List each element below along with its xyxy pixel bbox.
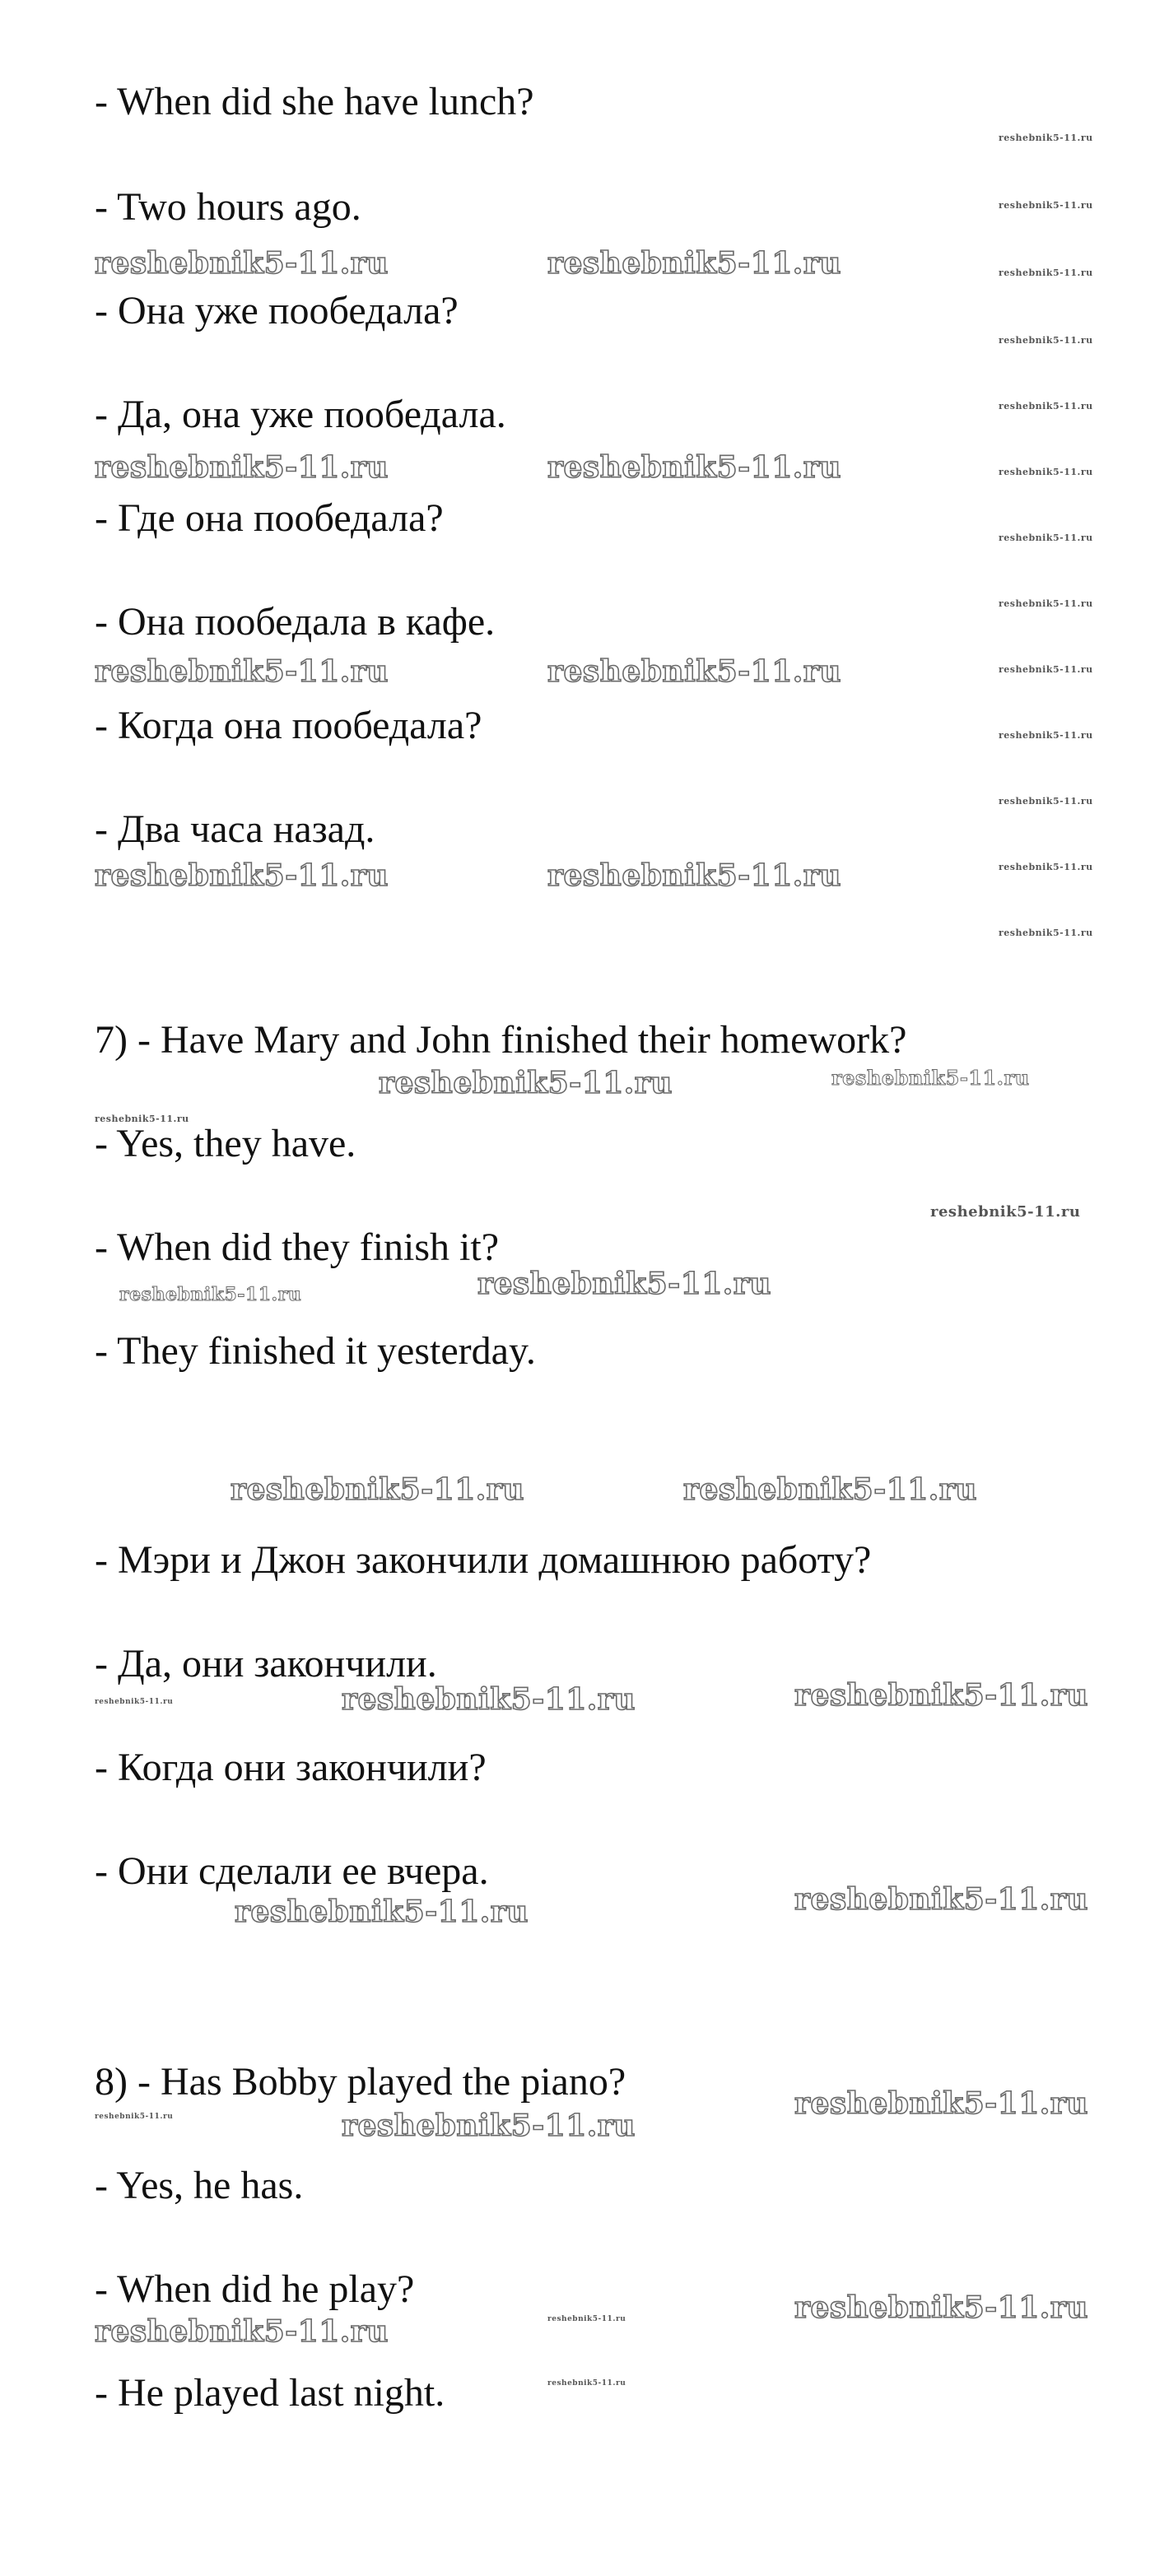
watermark: reshebnik5-11.ru bbox=[477, 1267, 771, 1301]
watermark: reshebnik5-11.ru bbox=[999, 200, 1093, 211]
text-line: - Они сделали ее вчера. bbox=[95, 1849, 489, 1893]
watermark: reshebnik5-11.ru bbox=[342, 1682, 636, 1717]
watermark: reshebnik5-11.ru bbox=[999, 267, 1093, 278]
watermark: reshebnik5-11.ru bbox=[794, 2290, 1088, 2325]
watermark: reshebnik5-11.ru bbox=[547, 246, 841, 281]
text-line: - Да, она уже пообедала. bbox=[95, 393, 506, 436]
watermark: reshebnik5-11.ru bbox=[999, 401, 1093, 412]
watermark: reshebnik5-11.ru bbox=[547, 654, 841, 689]
watermark: reshebnik5-11.ru bbox=[95, 450, 389, 485]
watermark: reshebnik5-11.ru bbox=[999, 862, 1093, 872]
watermark: reshebnik5-11.ru bbox=[379, 1066, 673, 1100]
text-line: - Да, они закончили. bbox=[95, 1642, 437, 1686]
watermark: reshebnik5-11.ru bbox=[547, 2315, 626, 2323]
watermark: reshebnik5-11.ru bbox=[95, 246, 389, 281]
watermark: reshebnik5-11.ru bbox=[794, 2086, 1088, 2121]
watermark: reshebnik5-11.ru bbox=[999, 730, 1093, 741]
text-line: - Два часа назад. bbox=[95, 807, 375, 851]
watermark: reshebnik5-11.ru bbox=[999, 467, 1093, 477]
text-line: - Yes, he has. bbox=[95, 2164, 304, 2207]
section-heading: 7) - Have Mary and John finished their homework? bbox=[95, 1018, 907, 1062]
watermark: reshebnik5-11.ru bbox=[794, 1882, 1088, 1917]
text-line: - They finished it yesterday. bbox=[95, 1329, 536, 1373]
watermark: reshebnik5-11.ru bbox=[235, 1895, 529, 1929]
watermark: reshebnik5-11.ru bbox=[95, 858, 389, 893]
watermark: reshebnik5-11.ru bbox=[95, 654, 389, 689]
watermark: reshebnik5-11.ru bbox=[999, 532, 1093, 543]
text-line: - Мэри и Джон закончили домашнюю работу? bbox=[95, 1538, 872, 1582]
text-line: - When did he play? bbox=[95, 2267, 415, 2311]
text-line: - Где она пообедала? bbox=[95, 496, 444, 540]
watermark: reshebnik5-11.ru bbox=[547, 2379, 626, 2388]
watermark: reshebnik5-11.ru bbox=[95, 2113, 174, 2121]
watermark: reshebnik5-11.ru bbox=[342, 2109, 636, 2143]
watermark: reshebnik5-11.ru bbox=[231, 1472, 524, 1507]
text-line: - Yes, they have. bbox=[95, 1122, 356, 1165]
text-line: - When did they finish it? bbox=[95, 1225, 500, 1269]
text-line: - Она уже пообедала? bbox=[95, 289, 459, 332]
watermark: reshebnik5-11.ru bbox=[831, 1066, 1030, 1090]
watermark: reshebnik5-11.ru bbox=[930, 1203, 1081, 1221]
text-line: - Two hours ago. bbox=[95, 185, 361, 229]
text-line: - Когда они закончили? bbox=[95, 1746, 487, 1789]
watermark: reshebnik5-11.ru bbox=[95, 2314, 389, 2349]
watermark: reshebnik5-11.ru bbox=[547, 858, 841, 893]
text-line: - He played last night. bbox=[95, 2371, 445, 2415]
watermark: reshebnik5-11.ru bbox=[794, 1678, 1088, 1713]
watermark: reshebnik5-11.ru bbox=[95, 1114, 189, 1124]
watermark: reshebnik5-11.ru bbox=[999, 928, 1093, 938]
watermark: reshebnik5-11.ru bbox=[95, 1698, 174, 1706]
watermark: reshebnik5-11.ru bbox=[999, 133, 1093, 143]
watermark: reshebnik5-11.ru bbox=[683, 1472, 977, 1507]
watermark: reshebnik5-11.ru bbox=[999, 664, 1093, 675]
watermark: reshebnik5-11.ru bbox=[999, 598, 1093, 609]
watermark: reshebnik5-11.ru bbox=[119, 1284, 302, 1305]
text-line: - Она пообедала в кафе. bbox=[95, 600, 496, 644]
watermark: reshebnik5-11.ru bbox=[999, 335, 1093, 346]
watermark: reshebnik5-11.ru bbox=[999, 796, 1093, 807]
watermark: reshebnik5-11.ru bbox=[547, 450, 841, 485]
text-line: - When did she have lunch? bbox=[95, 80, 534, 123]
section-heading: 8) - Has Bobby played the piano? bbox=[95, 2060, 626, 2104]
text-line: - Когда она пообедала? bbox=[95, 704, 482, 747]
